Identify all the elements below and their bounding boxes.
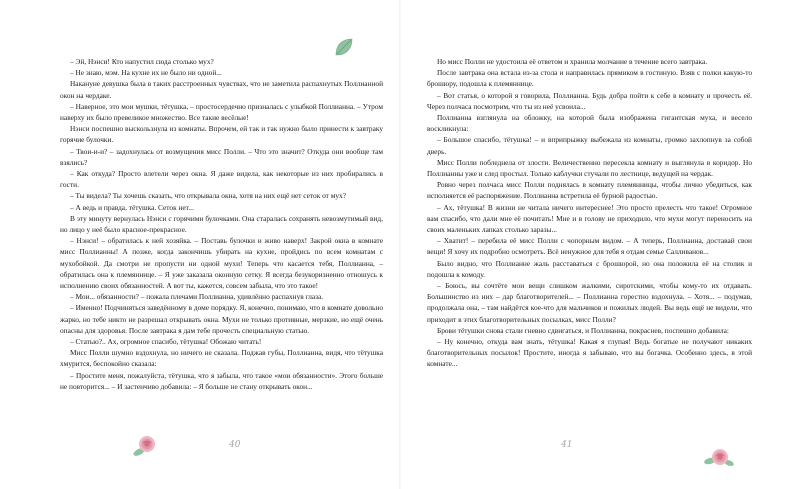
paragraph: – А ведь и правда, тётушка. Сеток нет... bbox=[70, 202, 194, 212]
leaf-icon bbox=[333, 36, 355, 58]
book-gutter bbox=[399, 0, 401, 489]
paragraph: – Вот статья, о которой я говорила, Поллианна. Будь добра пойти к себе в комнату и прочесть её. Через полчаса посмотрим, что ты из неё усвоила... bbox=[427, 90, 752, 111]
left-page bbox=[60, 56, 383, 392]
paragraph: Но мисс Полли не удостоила её ответом и хранила молчание в течение всего завтрака. bbox=[437, 57, 708, 66]
paragraph: – Именно! Подчиняться заведённому в доме порядку. Я, конечно, понимаю, что в комнате довольно жарко, но тебе никто не разрешал открывать окна. Мухи не только противные, мерзкие, но ещё очень опасны для здоровья. После завтрака я дам тебе прочесть специальную статью. bbox=[60, 303, 383, 335]
paragraph: – Твои-и-и? – задохнулась от возмущения мисс Полли. – Что это значит? Откуда они вообще там взялись? bbox=[60, 146, 383, 167]
page-number-left: 40 bbox=[229, 440, 241, 450]
paragraph: Накануне девушка была в таких расстроенных чувствах, что не заметила распахнутых Поллианной окон на чердаке. bbox=[60, 79, 383, 100]
paragraph: – Как откуда? Просто влетели через окна. Я даже видела, как некоторые из них пробирались в гости. bbox=[60, 169, 383, 190]
paragraph: – Не знаю, мэм. На кухне их не было ни одной... bbox=[70, 68, 222, 78]
right-page-text bbox=[427, 56, 752, 370]
rose-icon bbox=[703, 443, 735, 473]
paragraph: Брови тётушки снова стали гневно сдвигаться, и Поллианна, покраснев, поспешно добавила: bbox=[437, 325, 729, 335]
page-number-right: 41 bbox=[561, 440, 573, 450]
rose-icon bbox=[130, 431, 160, 461]
paragraph: – Большое спасибо, тётушка! – и вприпрыжку выбежала из комнаты, громко захлопнув за собой дверь. bbox=[427, 135, 752, 156]
paragraph: – Мои... обязанности? – пожала плечами Поллианна, удивлённо распахнув глаза. bbox=[70, 292, 324, 302]
paragraph: – Боюсь, вы сочтёте мои вещи слишком жалкими, сиротскими, чтобы кому-то их отдавать. Большинство из них – дар благотворителей... – Поллианна горестно вздохнула. – Хотя... – подумав, продолжала она, – там найдётся кое-что для мальчиков и пожилых людей. Вы ведь ещё не видели, что приходит в этих благотворительных посылках, мисс Полли? bbox=[427, 281, 752, 324]
paragraph: Ровно через полчаса мисс Полли поднялась в комнату племянницы, чтобы лично убедиться, как исполняется её распоряжение. Поллианна встретила её бурной радостью. bbox=[427, 180, 752, 201]
paragraph: Нэнси поспешно выскользнула из комнаты. Впрочем, ей так и так нужно было принести к завтраку горячие булочки. bbox=[60, 124, 383, 145]
paragraph: – Хватит! – перебила её мисс Полли с чопорным видом. – А теперь, Поллианна, доставай свои вещи! Я хочу их подробно осмотреть. Всё ненужное для тебя я отдам семье Салливанов... bbox=[427, 236, 752, 257]
paragraph: – Простите меня, пожалуйста, тётушка, что я забыла, что такое «мои обязанности». Этого больше не повторится... – И застенчиво добавила: – Я больше не стану открывать окон... bbox=[60, 370, 383, 391]
paragraph: Мисс Полли шумно вздохнула, но ничего не сказала. Поджав губы, Поллианна, видя, что тётушка хмурится, беспокойно сказала: bbox=[60, 348, 383, 369]
paragraph: Поллианна взглянула на обложку, на которой была изображена гигантская муха, и весело воскликнула: bbox=[427, 113, 752, 134]
paragraph: В эту минуту вернулась Нэнси с горячими булочками. Она старалась сохранять невозмутимый вид, но лицо у неё было красное-прекрасное. bbox=[60, 213, 383, 235]
paragraph: – Эй, Нэнси! Кто напустил сюда столько мух? bbox=[70, 57, 214, 66]
paragraph: – Наверное, это мои мушки, тётушка, – простосердечно призналась с улыбкой Поллианна. – Утром наверху их было превеликое множество. Все такие весёлые! bbox=[60, 101, 383, 123]
paragraph: – Ты видела? Ты хочешь сказать, что открывала окна, хотя на них ещё нет сеток от мух? bbox=[70, 191, 346, 201]
paragraph: – Нэнси! – обратилась к ней хозяйка. – Поставь булочки и живо наверх! Закрой окна в комнате мисс Поллианны! А позже, когда закончишь убирать на кухне, пройдись по всем комнатам с мухобойкой. Да смотри не пропусти ни одной мухи! Теперь что касается тебя, Поллианна, – обратилась она к племяннице. – Я уже заказала оконную сетку. Я всегда безукоризненно отношусь к исполнению своих обязанностей. А вот ты, кажется, совсем забыла, что это такое! bbox=[60, 236, 383, 291]
paragraph: – Ах, тётушка! В жизни не читала ничего интереснее! Это просто прелесть что такое! Огромное вам спасибо, что дали мне её почитать! Мне и в голову не приходило, что мухи могут переносить на своих маленьких лапках столько заразы... bbox=[427, 202, 752, 235]
paragraph: Было видно, что Поллианне жаль расставаться с брошюрой, но она положила её на столик и подошла к комоду. bbox=[427, 258, 752, 279]
left-page-text bbox=[60, 56, 383, 392]
paragraph: После завтрака она встала из-за стола и направилась прямиком в гостиную. Взяв с полки какую-то брошюру, подошла к племяннице. bbox=[427, 68, 752, 89]
paragraph: – Статью?.. Ах, огромное спасибо, тётушка! Обожаю читать! bbox=[70, 337, 262, 347]
paragraph: – Ну конечно, откуда вам знать, тётушка! Какая я глупая! Ведь богатые не получают никаких благотворительных посылок! Простите, иногда я забываю, что вы богачка. Особенно здесь, в этой комнате... bbox=[427, 337, 752, 369]
right-page bbox=[427, 56, 752, 370]
paragraph: Мисс Полли побледнела от злости. Величественно пересекла комнату и выглянула в коридор. Но Поллианны уже и след простыл. Только каблучки стучали по лестнице, ведущей на чердак. bbox=[427, 157, 752, 179]
